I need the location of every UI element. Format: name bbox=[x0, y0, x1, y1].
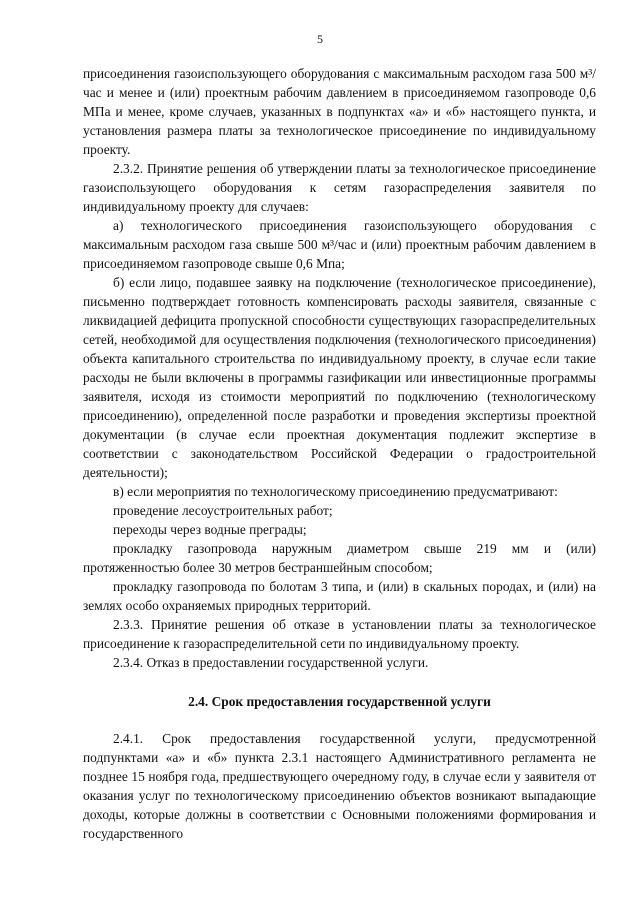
paragraph-continuation: присоединения газоиспользующего оборудования с максимальным расходом газа 500 м³/час и менее и (или) проектным рабочим давлением в присоединяемом газопроводе 0,6 МПа и менее, кроме случаев, указанных в подпунктах «а» и «б» настоящего пункта, и установления размера платы за технологическое присоединение по индивидуальному проекту. bbox=[83, 66, 596, 157]
page-number: 5 bbox=[317, 32, 323, 46]
paragraph-2-3-2: 2.3.2. Принятие решения об утверждении платы за технологическое присоединение газоиспользующего оборудования к сетям газораспределения заявителя по индивидуальному проекту для случаев: bbox=[83, 161, 596, 214]
paragraph-2-3-4: 2.3.4. Отказ в предоставлении государственной услуги. bbox=[113, 655, 429, 670]
paragraph-2-3-3: 2.3.3. Принятие решения об отказе в установлении платы за технологическое присоединение к газораспределительной сети по индивидуальному проекту. bbox=[83, 617, 596, 651]
section-title: 2.4. Срок предоставления государственной услуги bbox=[188, 694, 491, 709]
paragraph-list-water: переходы через водные преграды; bbox=[113, 522, 307, 537]
paragraph-item-a: а) технологического присоединения газоиспользующего оборудования с максимальным расходом газа свыше 500 м³/час и (или) проектным рабочим давлением в присоединяемом газопроводе свыше 0,6 Мпа; bbox=[83, 218, 596, 271]
paragraph-list-forestry: проведение лесоустроительных работ; bbox=[113, 503, 333, 518]
paragraph-list-swamps: прокладку газопровода по болотам 3 типа, и (или) в скальных породах, и (или) на землях особо охраняемых природных территорий. bbox=[83, 579, 596, 613]
paragraph-item-b: б) если лицо, подавшее заявку на подключение (технологическое присоединение), письменно подтверждает готовность компенсировать расходы заявителя, связанные с ликвидацией дефицита пропускной способности существующих газораспределительных сетей, необходимой для осуществления подключения (технологического присоединения) объекта капитального строительства по индивидуальному проекту, в случае если такие расходы не были включены в программы газификации или инвестиционные программы заявителя, исходя из стоимости мероприятий по подключению (технологическому присоединению), определенной после разработки и проведения экспертизы проектной документации (в случае если проектная документация подлежит экспертизе в соответствии с законодательством Российской Федерации о градостроительной деятельности); bbox=[83, 275, 596, 480]
document-body bbox=[83, 64, 596, 843]
paragraph-list-pipeline: прокладку газопровода наружным диаметром свыше 219 мм и (или) протяженностью более 30 метров бестраншейным способом; bbox=[83, 541, 596, 575]
paragraph-item-v: в) если мероприятия по технологическому присоединению предусматривают: bbox=[113, 484, 558, 499]
paragraph-2-4-1: 2.4.1. Срок предоставления государственной услуги, предусмотренной подпунктами «а» и «б» пункта 2.3.1 настоящего Административного регламента не позднее 15 ноября года, предшествующего очередному году, в случае если у заявителя от оказания услуг по технологическому присоединению объектов возникают выпадающие доходы, которые должны в соответствии с Основными положениями формирования и государственного bbox=[83, 731, 596, 841]
